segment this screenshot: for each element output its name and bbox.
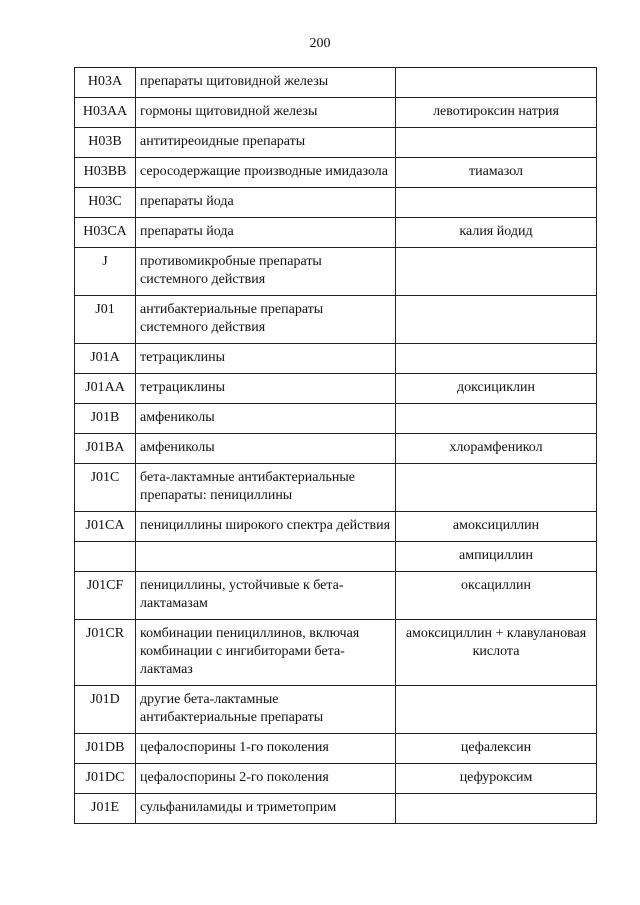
description-cell: цефалоспорины 2-го поколения [136,764,396,794]
table-row [75,464,597,512]
drug-name-cell: калия йодид [396,218,597,248]
drug-name-cell [396,464,597,512]
atc-code-cell: J01E [75,794,136,824]
table-row [75,572,597,620]
drug-name-cell [396,686,597,734]
drug-name-cell: оксациллин [396,572,597,620]
table-row [75,794,597,824]
drug-name-cell: амоксициллин [396,512,597,542]
table-row [75,734,597,764]
atc-code-cell: J01CF [75,572,136,620]
drug-name-cell [396,248,597,296]
drug-name-cell: цефалексин [396,734,597,764]
drug-name-cell [396,794,597,824]
atc-code-cell: J01C [75,464,136,512]
atc-code-cell: J01D [75,686,136,734]
page-number: 200 [309,36,331,51]
drug-name-cell [396,188,597,218]
atc-code-cell: H03A [75,68,136,98]
atc-code-cell: J01 [75,296,136,344]
description-cell: противомикробные препараты системного действия [136,248,396,296]
atc-code-cell [75,542,136,572]
description-cell: комбинации пенициллинов, включая комбинации с ингибиторами бета-лактамаз [136,620,396,686]
atc-table-body [75,68,597,824]
atc-code-cell: J01CA [75,512,136,542]
table-row [75,188,597,218]
atc-code-cell: J01BA [75,434,136,464]
atc-drug-table [74,67,597,824]
drug-name-cell: левотироксин натрия [396,98,597,128]
drug-name-cell [396,128,597,158]
table-row [75,128,597,158]
table-row [75,764,597,794]
table-row [75,434,597,464]
drug-name-cell [396,404,597,434]
table-row [75,248,597,296]
atc-code-cell: H03B [75,128,136,158]
table-row [75,620,597,686]
drug-name-cell [396,296,597,344]
drug-name-cell: цефуроксим [396,764,597,794]
description-cell: серосодержащие производные имидазола [136,158,396,188]
description-cell: другие бета-лактамные антибактериальные препараты [136,686,396,734]
description-cell: пенициллины, устойчивые к бета-лактамазам [136,572,396,620]
table-row [75,296,597,344]
table-row [75,542,597,572]
atc-code-cell: H03CA [75,218,136,248]
atc-code-cell: J [75,248,136,296]
drug-name-cell: хлорамфеникол [396,434,597,464]
table-row [75,68,597,98]
table-row [75,158,597,188]
description-cell: амфениколы [136,434,396,464]
drug-name-cell: амоксициллин + клавулановая кислота [396,620,597,686]
atc-code-cell: J01A [75,344,136,374]
atc-code-cell: J01B [75,404,136,434]
description-cell: антитиреоидные препараты [136,128,396,158]
description-cell: гормоны щитовидной железы [136,98,396,128]
table-row [75,218,597,248]
description-cell: препараты йода [136,188,396,218]
drug-name-cell [396,68,597,98]
drug-name-cell: тиамазол [396,158,597,188]
atc-code-cell: H03BB [75,158,136,188]
atc-code-cell: J01CR [75,620,136,686]
description-cell: тетрациклины [136,374,396,404]
description-cell: цефалоспорины 1-го поколения [136,734,396,764]
table-row [75,374,597,404]
description-cell: тетрациклины [136,344,396,374]
atc-code-cell: J01AA [75,374,136,404]
table-row [75,404,597,434]
description-cell: сульфаниламиды и триметоприм [136,794,396,824]
table-row [75,686,597,734]
atc-code-cell: H03AA [75,98,136,128]
drug-name-cell: доксициклин [396,374,597,404]
drug-name-cell [396,344,597,374]
table-row [75,512,597,542]
description-cell [136,542,396,572]
description-cell: препараты щитовидной железы [136,68,396,98]
atc-code-cell: J01DB [75,734,136,764]
description-cell: пенициллины широкого спектра действия [136,512,396,542]
description-cell: амфениколы [136,404,396,434]
description-cell: бета-лактамные антибактериальные препараты: пенициллины [136,464,396,512]
atc-code-cell: J01DC [75,764,136,794]
description-cell: препараты йода [136,218,396,248]
atc-code-cell: H03C [75,188,136,218]
table-row [75,344,597,374]
description-cell: антибактериальные препараты системного действия [136,296,396,344]
table-row [75,98,597,128]
drug-name-cell: ампициллин [396,542,597,572]
